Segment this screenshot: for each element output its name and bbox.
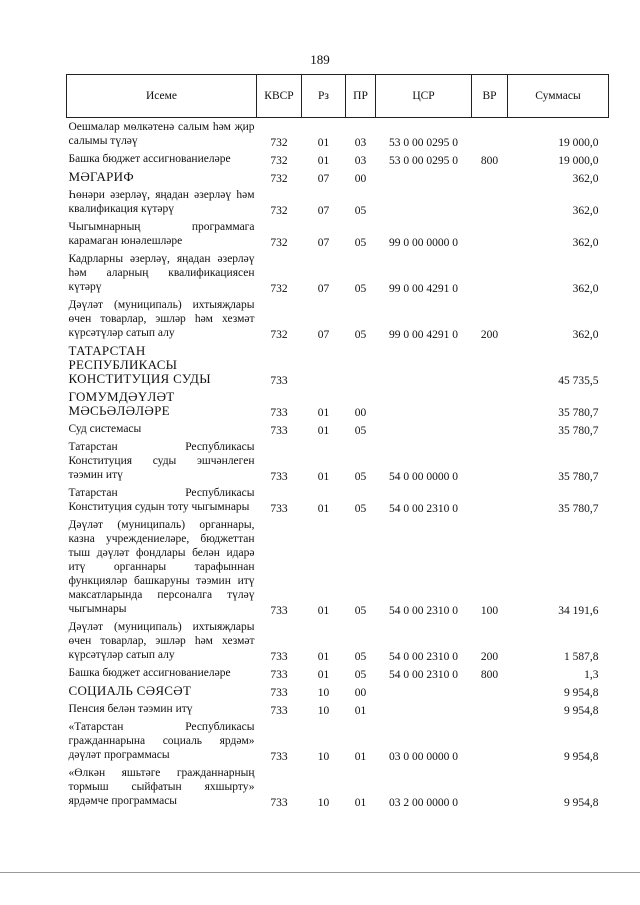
- cell-pr: 00: [354, 173, 367, 185]
- table-row: [67, 186, 609, 218]
- cell-vr: [472, 168, 508, 186]
- cell-kvsr: 732: [270, 237, 288, 249]
- page-number: 189: [310, 52, 330, 67]
- table-row: [67, 484, 609, 516]
- table-body: [67, 118, 609, 811]
- table-header: [67, 75, 609, 118]
- cell-amount: 19 000,0: [558, 155, 599, 167]
- cell-csr: 54 0 00 2310 0: [389, 503, 458, 515]
- cell-csr: [376, 388, 472, 420]
- cell-pr: 05: [354, 669, 367, 681]
- table-row: [67, 250, 609, 296]
- cell-amount: 35 780,7: [558, 425, 599, 437]
- cell-amount: 362,0: [572, 173, 599, 185]
- cell-rz: 01: [317, 605, 330, 617]
- cell-pr: 05: [354, 503, 367, 515]
- cell-kvsr: 733: [270, 705, 288, 717]
- cell-rz: 07: [317, 173, 330, 185]
- table-row: [67, 420, 609, 438]
- cell-kvsr: 733: [270, 651, 288, 663]
- cell-amount: 362,0: [572, 205, 599, 217]
- cell-vr: 800: [480, 669, 499, 681]
- cell-pr: 00: [354, 407, 367, 419]
- cell-pr: 05: [354, 425, 367, 437]
- cell-kvsr: 733: [270, 375, 288, 387]
- header-name: Исеме: [67, 75, 257, 118]
- table-row: [67, 342, 609, 388]
- cell-kvsr: 733: [270, 471, 288, 483]
- cell-name: Татарстан Республикасы Конституция судын тоту чыгымнары: [68, 487, 255, 513]
- cell-amount: 35 780,7: [558, 407, 599, 419]
- header-csr: ЦСР: [376, 75, 472, 118]
- cell-csr: 54 0 00 2310 0: [389, 669, 458, 681]
- cell-kvsr: 733: [270, 669, 288, 681]
- table-row: [67, 118, 609, 151]
- header-pr: ПР: [346, 75, 376, 118]
- cell-name: Кадрларны әзерләү, яңадан әзерләү һәм аларның квалификациясен күтәрү: [68, 253, 255, 293]
- cell-csr: 03 0 00 0000 0: [389, 751, 458, 763]
- cell-kvsr: 733: [270, 503, 288, 515]
- cell-csr: [376, 168, 472, 186]
- cell-csr: [376, 420, 472, 438]
- cell-kvsr: 733: [270, 605, 288, 617]
- header-kvsr: КВСР: [257, 75, 302, 118]
- cell-name: МӘГАРИФ: [68, 169, 134, 184]
- cell-amount: 1 587,8: [564, 651, 599, 663]
- cell-amount: 35 780,7: [558, 471, 599, 483]
- cell-csr: 53 0 00 0295 0: [389, 155, 458, 167]
- cell-amount: 362,0: [572, 283, 599, 295]
- table-row: [67, 388, 609, 420]
- cell-rz: 01: [317, 471, 330, 483]
- cell-name: Оешмалар мөлкәтенә салым һәм җир салымы түләү: [68, 121, 255, 147]
- cell-pr: 05: [354, 329, 367, 341]
- cell-amount: 362,0: [572, 237, 599, 249]
- cell-pr: 05: [354, 651, 367, 663]
- cell-rz: 07: [317, 205, 330, 217]
- cell-vr: 200: [480, 651, 499, 663]
- table-row: [67, 516, 609, 618]
- cell-vr: [472, 118, 508, 151]
- cell-name: ТАТАРСТАН РЕСПУБЛИКАСЫ КОНСТИТУЦИЯ СУДЫ: [68, 343, 211, 386]
- cell-pr: 05: [354, 605, 367, 617]
- cell-csr: 54 0 00 2310 0: [389, 605, 458, 617]
- cell-kvsr: 733: [270, 407, 288, 419]
- cell-amount: 35 780,7: [558, 503, 599, 515]
- cell-csr: [376, 342, 472, 388]
- cell-rz: 01: [317, 155, 330, 167]
- budget-table: [66, 74, 609, 810]
- cell-name: Пенсия белән тәэмин итү: [68, 703, 193, 715]
- header-amount: Суммасы: [508, 75, 609, 118]
- cell-kvsr: 732: [270, 329, 288, 341]
- table-row: [67, 764, 609, 810]
- cell-name: Дәүләт (муниципаль) органнары, казна учреждениеләре, бюджеттан тыш дәүләт фондлары белән идарә итү органнары тарафыннан функцияләр башкаруны тәэмин итү максатларында персоналга түләү чыгымнары: [68, 519, 255, 615]
- table-row: [67, 296, 609, 342]
- table-row: [67, 718, 609, 764]
- header-rz: Рз: [302, 75, 346, 118]
- cell-pr: 05: [354, 471, 367, 483]
- cell-kvsr: 732: [270, 205, 288, 217]
- cell-name: Башка бюджет ассигнованиеләре: [68, 667, 231, 679]
- cell-amount: 1,3: [584, 669, 599, 681]
- cell-rz: 01: [317, 651, 330, 663]
- cell-kvsr: 733: [270, 425, 288, 437]
- cell-kvsr: 733: [270, 687, 288, 699]
- cell-name: ГОМУМДӘҮЛӘТ МӘСЬӘЛӘЛӘРЕ: [68, 389, 175, 418]
- cell-amount: 45 735,5: [558, 375, 599, 387]
- cell-kvsr: 733: [270, 751, 288, 763]
- table-row: [67, 150, 609, 168]
- cell-vr: [472, 218, 508, 250]
- cell-rz: 10: [317, 687, 330, 699]
- cell-name: Башка бюджет ассигнованиеләре: [68, 153, 231, 165]
- cell-rz: 07: [317, 237, 330, 249]
- cell-rz: 01: [317, 425, 330, 437]
- cell-pr: 05: [354, 205, 367, 217]
- cell-pr: 01: [354, 705, 367, 717]
- cell-amount: 9 954,8: [564, 687, 599, 699]
- cell-csr: 53 0 00 0295 0: [389, 137, 458, 149]
- cell-pr: [346, 342, 376, 388]
- cell-csr: 99 0 00 4291 0: [389, 283, 458, 295]
- cell-rz: 01: [317, 407, 330, 419]
- cell-name: Дәүләт (муниципаль) ихтыяҗлары өчен товарлар, эшләр һәм хезмәт күрсәтүләр сатып алу: [68, 299, 255, 339]
- cell-name: «Татарстан Республикасы гражданнарына социаль ярдәм» дәүләт программасы: [68, 721, 255, 761]
- cell-vr: [472, 484, 508, 516]
- cell-kvsr: 732: [270, 137, 288, 149]
- cell-vr: 100: [480, 605, 499, 617]
- cell-name: Чыгымнарның программага карамаган юнәлешләре: [68, 221, 255, 247]
- header-vr: ВР: [472, 75, 508, 118]
- cell-rz: [302, 342, 346, 388]
- cell-csr: 54 0 00 0000 0: [389, 471, 458, 483]
- cell-pr: 03: [354, 155, 367, 167]
- cell-vr: [472, 718, 508, 764]
- cell-rz: 01: [317, 137, 330, 149]
- cell-name: Һөнәри әзерләү, яңадан әзерләү һәм квалификация күтәрү: [68, 189, 255, 215]
- cell-amount: 362,0: [572, 329, 599, 341]
- cell-rz: 10: [317, 705, 330, 717]
- cell-vr: [472, 438, 508, 484]
- cell-vr: [472, 186, 508, 218]
- cell-name: Дәүләт (муниципаль) ихтыяҗлары өчен товарлар, эшләр һәм хезмәт күрсәтүләр сатып алу: [68, 621, 255, 661]
- cell-csr: [376, 700, 472, 718]
- cell-rz: 07: [317, 329, 330, 341]
- cell-csr: [376, 682, 472, 700]
- cell-rz: 10: [317, 797, 330, 809]
- cell-pr: 01: [354, 751, 367, 763]
- cell-vr: [472, 764, 508, 810]
- table-row: [67, 664, 609, 682]
- cell-rz: 07: [317, 283, 330, 295]
- cell-csr: 54 0 00 2310 0: [389, 651, 458, 663]
- cell-kvsr: 733: [270, 797, 288, 809]
- cell-kvsr: 732: [270, 283, 288, 295]
- cell-pr: 01: [354, 797, 367, 809]
- cell-pr: 05: [354, 237, 367, 249]
- cell-vr: [472, 420, 508, 438]
- cell-csr: [376, 186, 472, 218]
- cell-vr: [472, 250, 508, 296]
- cell-name: СОЦИАЛЬ СӘЯСӘТ: [68, 683, 192, 698]
- cell-amount: 34 191,6: [558, 605, 599, 617]
- cell-pr: 00: [354, 687, 367, 699]
- cell-vr: [472, 700, 508, 718]
- cell-name: Татарстан Республикасы Конституция суды эшчәнлеген тәэмин итү: [68, 441, 255, 481]
- cell-vr: [472, 682, 508, 700]
- table-row: [67, 168, 609, 186]
- cell-name: «Өлкән яшьтәге гражданнарның тормыш сыйфатын яхшырту» ярдәмче программасы: [68, 767, 255, 807]
- cell-rz: 01: [317, 503, 330, 515]
- cell-kvsr: 732: [270, 155, 288, 167]
- table-row: [67, 218, 609, 250]
- cell-csr: 99 0 00 0000 0: [389, 237, 458, 249]
- cell-amount: 9 954,8: [564, 705, 599, 717]
- table-row: [67, 700, 609, 718]
- cell-name: Суд системасы: [68, 423, 142, 435]
- cell-amount: 19 000,0: [558, 137, 599, 149]
- table-row: [67, 682, 609, 700]
- cell-vr: [472, 388, 508, 420]
- cell-csr: 03 2 00 0000 0: [389, 797, 458, 809]
- cell-amount: 9 954,8: [564, 797, 599, 809]
- cell-csr: 99 0 00 4291 0: [389, 329, 458, 341]
- cell-kvsr: 732: [270, 173, 288, 185]
- cell-vr: 800: [480, 155, 499, 167]
- table-row: [67, 618, 609, 664]
- cell-pr: 05: [354, 283, 367, 295]
- bottom-rule: [0, 872, 640, 873]
- table-row: [67, 438, 609, 484]
- cell-vr: 200: [480, 329, 499, 341]
- cell-rz: 01: [317, 669, 330, 681]
- cell-pr: 03: [354, 137, 367, 149]
- cell-vr: [472, 342, 508, 388]
- cell-amount: 9 954,8: [564, 751, 599, 763]
- cell-rz: 10: [317, 751, 330, 763]
